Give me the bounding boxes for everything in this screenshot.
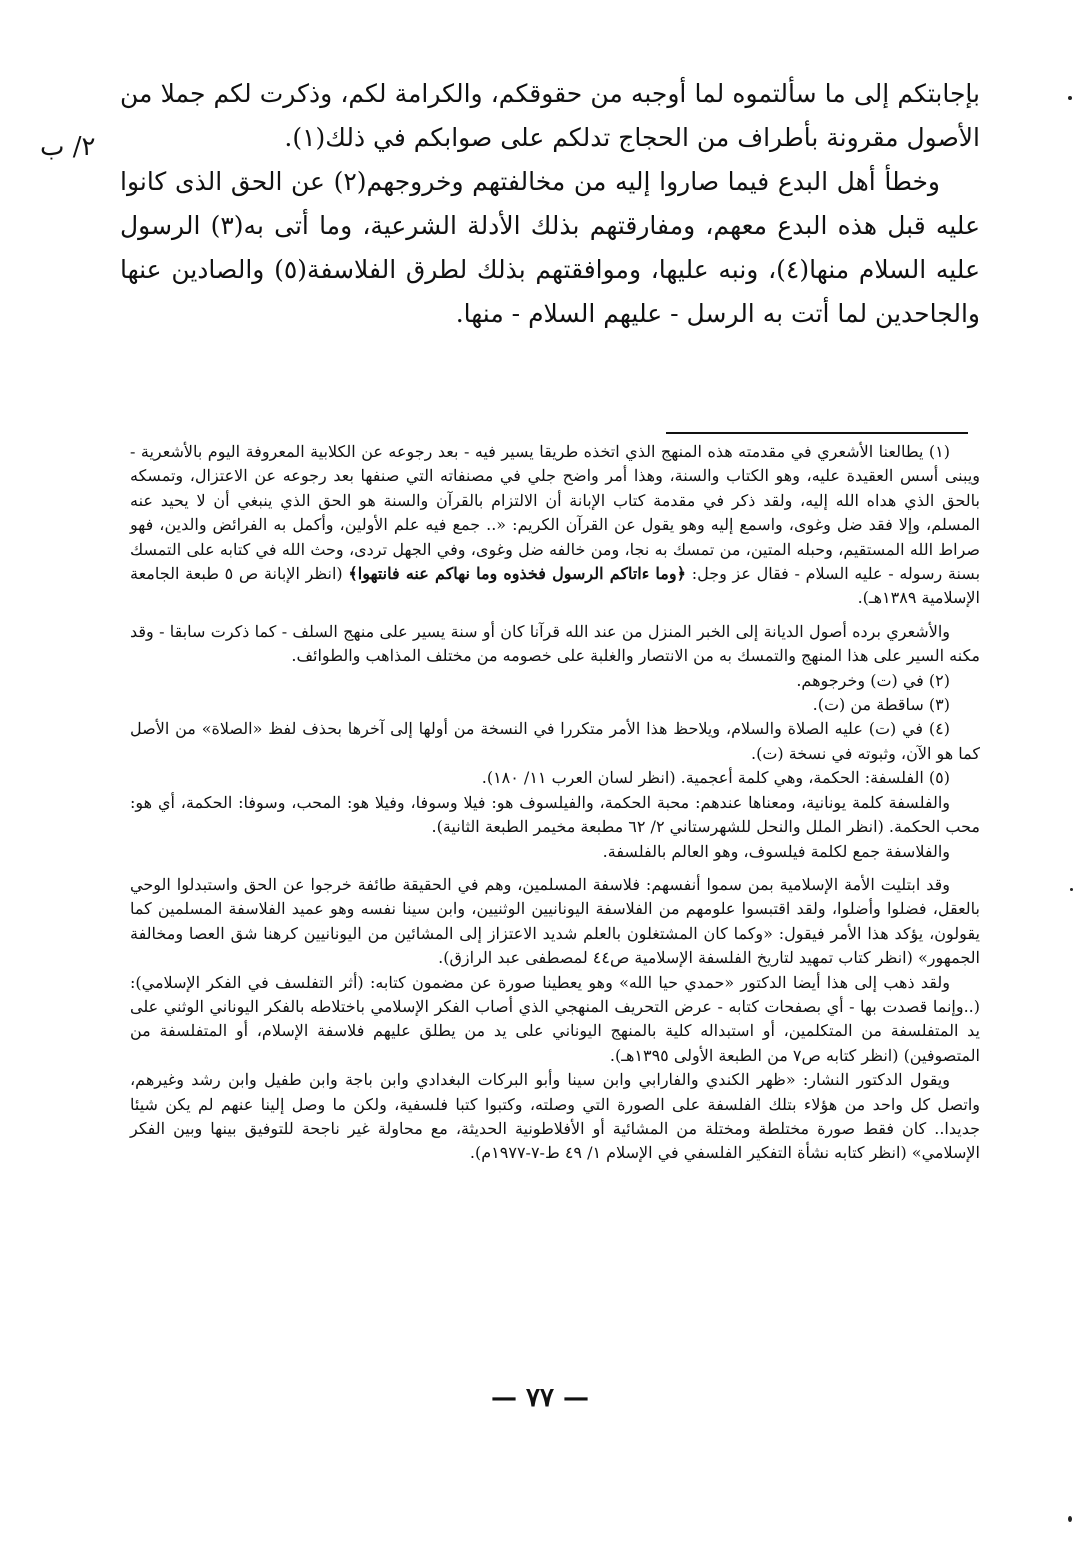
footnote-2: (٢) في (ت) وخرجوهم.: [796, 670, 950, 690]
footnote-3: (٣) ساقطة من (ت).: [812, 695, 950, 715]
footnote-separator-rule: [666, 432, 968, 434]
footnote-1-text: (١) يطالعنا الأشعري في مقدمته هذه المنهج الذي اتخذه طريقا يسير فيه - بعد رجوعه عن الكلابية المعروفة اليوم بالأشعرية - ويبنى أسس العقيدة عليه، وهو الكتاب والسنة، وهذا أمر واضح جلي في مصنفاته التي صنفها بعد رجوعه عن الاعتزال، وتمسكه بالحق الذي هداه الله إليه، ولقد ذكر في مقدمة كتاب الإبانة أن الالتزام بالقرآن والسنة هو الحق الذي ينبغي أن لا يحيد عنه المسلم، وإلا فقد ضل وغوى، واسمع إليه وهو يقول عن القرآن الكريم: «.. جمع فيه علم الأولين، وأكمل به الفرائض والدين، فهو صراط الله المستقيم، وحبله المتين، من تمسك به نجا، ومن خالفه ضل وغوى، وفي الجهل تردى، وحث الله في كتابه على التمسك بسنة رسوله - عليه السلام - فقال عز وجل:: [130, 442, 981, 584]
footnote-5-hamdi: ولقد ذهب إلى هذا أيضا الدكتور «حمدي حيا الله» وهو يعطينا صورة عن مضمون كتابه: (أثر التفلسف في الفكر الإسلامي): (..وإنما قصدت بها - أي بصفحات كتابه - عرض التحريف المنهجي الذي أصاب الفكر الإسلامي باختلاطه بالفكر اليوناني الوثني على يد المتفلسفة من المتكلمين، أو استبداله كلية بالمنهج اليوناني على يد من يطلق عليهم فلاسفة الإسلام، أو المتفلسفة من المتصوفين) (انظر كتابه ص٧ من الطبعة الأولى ١٣٩٥هـ).: [130, 972, 980, 1065]
footnote-5: (٥) الفلسفة: الحكمة، وهي كلمة أعجمية. (انظر لسان العرب ١١/ ١٨٠).: [481, 768, 950, 788]
footnote-1-continuation: والأشعري برده أصول الديانة إلى الخبر المنزل من عند الله قرآنا كان أو سنة يسير على منهج السلف - كما ذكرت سابقا - وقد مكنه السير على هذا المنهج والتمسك به من الانتصار والغلبة على خصومه من مختلف المذاهب والطوائف.: [130, 621, 980, 666]
main-paragraph-1: بإجابتكم إلى ما سألتموه لما أوجبه من حقوقكم، والكرامة لكم، وذكرت لكم جملا من الأصول مقرونة بأطراف من الحجاج تدلكم على صوابكم في ذلك(١).: [120, 79, 980, 152]
scan-speck: [1068, 96, 1072, 100]
main-paragraph-2: وخطأ أهل البدع فيما صاروا إليه من مخالفتهم وخروجهم(٢) عن الحق الذى كانوا عليه قبل هذه البدع معهم، ومفارقتهم بذلك الأدلة الشرعية، وما أتى به(٣) الرسول عليه السلام منها(٤)، ونبه عليها، وموافقتهم بذلك لطرق الفلاسفة(٥) والصادين عنها والجاحدين لما أتت به الرسل - عليهم السلام - منها.: [120, 167, 981, 328]
footnote-4: (٤) في (ت) عليه الصلاة والسلام، ويلاحظ هذا الأمر متكررا في النسخة من أولها إلى آخرها بحذف لفظ «الصلاة» من الأصل كما هو الآن، وثبوته في نسخة (ت).: [130, 719, 980, 763]
main-text-block: [120, 72, 980, 336]
footnote-5-nashar: ويقول الدكتور النشار: «ظهر الكندي والفارابي وابن سينا وأبو البركات البغدادي وابن باجة وابن طفيل وابن رشد وغيرهم، واتصل كل واحد من هؤلاء بتلك الفلسفة على الصورة التي وصلته، وكتبوا كتبا فلسفية، ولكن ما وصل إلينا عنهم لم يكن شيئا جديدا.. كان فقط صورة مختلطة ومختلة من المشائية أو الأفلاطونية الحديثة، مع محاولة غير ناجحة للتوفيق بينها وبين الفكر الإسلامي» (انظر كتابه نشأة التفكير الفلسفي في الإسلام ١/ ٤٩ ط-٧-١٩٧٧م).: [130, 1070, 981, 1163]
footnote-5-etymology: والفلسفة كلمة يونانية، ومعناها عندهم: محبة الحكمة، والفيلسوف هو: فيلا وسوفا، وفيلا هو: المحب، وسوفا: الحكمة، أي هو: محب الحكمة. (انظر الملل والنحل للشهرستاني ٢/ ٦٢ مطبعة مخيمر الطبعة الثانية).: [130, 792, 980, 837]
footnote-1: [130, 440, 980, 611]
margin-folio-note: ٢/ ب: [40, 132, 96, 162]
footnote-1-reference: (انظر الإبانة ص ٥ طبعة الجامعة الإسلامية ١٣٨٩هـ).: [130, 564, 980, 608]
footnotes-block: [130, 440, 980, 1166]
footnote-5-muslim-philosophers: وقد ابتليت الأمة الإسلامية بمن سموا أنفسهم: فلاسفة المسلمين، وهم في الحقيقة طائفة خرجوا عن الحق واستبدلوا الوحي بالعقل، فضلوا وأضلوا، ولقد اقتبسوا علومهم من الفلاسفة اليونانيين الوثنيين، وابن سينا نفسه وهو عميد الفلاسفة المسلمين كما يقولون، يؤكد هذا الأمر فيقول: «وكما كان المشتغلون بالعلم شديد الاعتزاز إلى المشائين من اليونانيين كرهنا شق العصا ومخالفة الجمهور» (انظر كتاب تمهيد لتاريخ الفلسفة الإسلامية ص٤٤ لمصطفى عبد الرازق).: [130, 874, 980, 968]
footnote-1-quran-verse: ﴿وما ءاتاكم الرسول فخذوه وما نهاكم عنه فانتهوا﴾: [348, 564, 686, 584]
scan-speck: [1068, 1516, 1072, 1522]
footnote-5-plural: والفلاسفة جمع لكلمة فيلسوف، وهو العالم بالفلسفة.: [602, 841, 950, 861]
page-number: — ٧٧ —: [490, 1383, 590, 1413]
scan-speck: [1070, 888, 1073, 891]
